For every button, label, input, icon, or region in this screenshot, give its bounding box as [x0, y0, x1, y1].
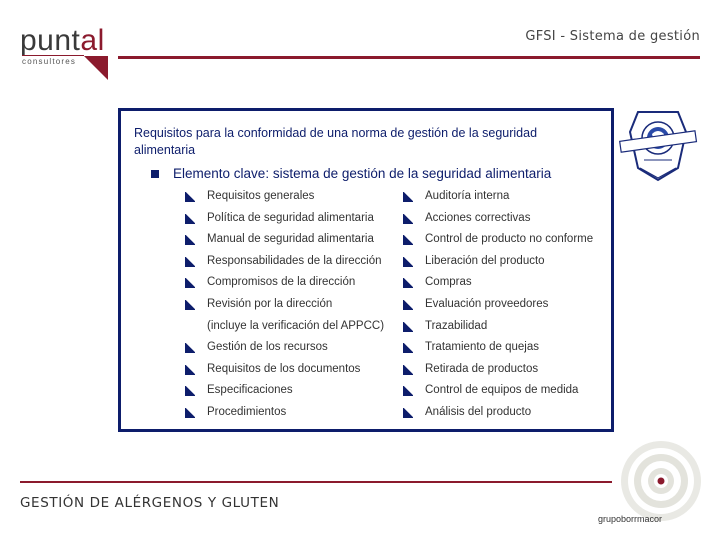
arrow-bullet-icon: [403, 191, 413, 201]
requirement-label: Compras: [425, 276, 472, 289]
requirement-label: Gestión de los recursos: [207, 341, 328, 354]
requirement-label: Tratamiento de quejas: [425, 341, 540, 354]
requirement-label: Requisitos generales: [207, 190, 315, 202]
requirement-label: Responsabilidades de la dirección: [207, 254, 382, 267]
requirement-label: Retirada de productos: [425, 362, 539, 375]
logo-subtitle: consultores: [22, 55, 84, 66]
requirement-label: Especificaciones: [207, 384, 293, 397]
requirement-label: (incluye la verificación del APPCC): [207, 319, 385, 332]
arrow-bullet-icon: [403, 277, 413, 287]
arrow-bullet-icon: [185, 191, 195, 201]
arrow-bullet-icon: [403, 213, 413, 223]
square-bullet-icon: [151, 170, 159, 178]
arrow-bullet-icon: [185, 385, 195, 395]
panel-title: Requisitos para la conformidad de una norma de gestión de la seguridad alimentaria: [134, 126, 538, 157]
arrow-bullet-icon: [403, 364, 413, 374]
requirement-label: Auditoría interna: [425, 190, 510, 202]
target-rings-icon: [620, 440, 702, 522]
footer-title: GESTIÓN DE ALÉRGENOS Y GLUTEN: [20, 495, 280, 511]
requirement-label: Trazabilidad: [425, 319, 488, 332]
arrow-bullet-icon: [403, 299, 413, 309]
requirement-label: Manual de seguridad alimentaria: [207, 233, 374, 246]
requirement-label: Análisis del producto: [425, 406, 532, 418]
requirement-label: Control de producto no conforme: [425, 233, 594, 246]
requirement-label: Compromisos de la dirección: [207, 276, 356, 289]
arrow-bullet-icon: [185, 256, 195, 266]
arrow-bullet-icon: [185, 342, 195, 352]
arrow-bullet-icon: [185, 234, 195, 244]
requirement-label: Acciones correctivas: [425, 211, 531, 224]
requirement-label: Revisión por la dirección: [207, 298, 333, 310]
arrow-bullet-icon: [403, 234, 413, 244]
slide-header-title: GFSI - Sistema de gestión: [525, 29, 700, 44]
arrow-bullet-icon: [403, 407, 413, 417]
arrow-bullet-icon: [185, 299, 195, 309]
requirements-panel: [118, 108, 614, 432]
arrow-bullet-icon: [403, 385, 413, 395]
arrow-bullet-icon: [403, 321, 413, 331]
key-element-line: Elemento clave: sistema de gestión de la seguridad alimentaria: [173, 166, 552, 181]
footer-divider: [20, 481, 612, 483]
company-logo: [20, 24, 120, 84]
logo-wordmark: puntal: [20, 24, 105, 57]
footer-url: grupoborrmacor: [598, 514, 663, 524]
arrow-bullet-icon: [185, 213, 195, 223]
arrow-bullet-icon: [403, 342, 413, 352]
arrow-bullet-icon: [185, 407, 195, 417]
logo-triangle: [84, 56, 108, 80]
requirement-label: Liberación del producto: [425, 254, 545, 267]
arrow-bullet-icon: [403, 256, 413, 266]
requirement-label: Procedimientos: [207, 406, 287, 418]
requirement-label: Política de seguridad alimentaria: [207, 211, 374, 224]
arrow-bullet-icon: [185, 277, 195, 287]
certification-seal-icon: [616, 106, 700, 184]
requirement-label: Evaluación proveedores: [425, 298, 549, 310]
requirement-label: Requisitos de los documentos: [207, 362, 361, 375]
header-divider: [118, 56, 700, 59]
arrow-bullet-icon: [185, 364, 195, 374]
requirement-label: Control de equipos de medida: [425, 384, 579, 397]
